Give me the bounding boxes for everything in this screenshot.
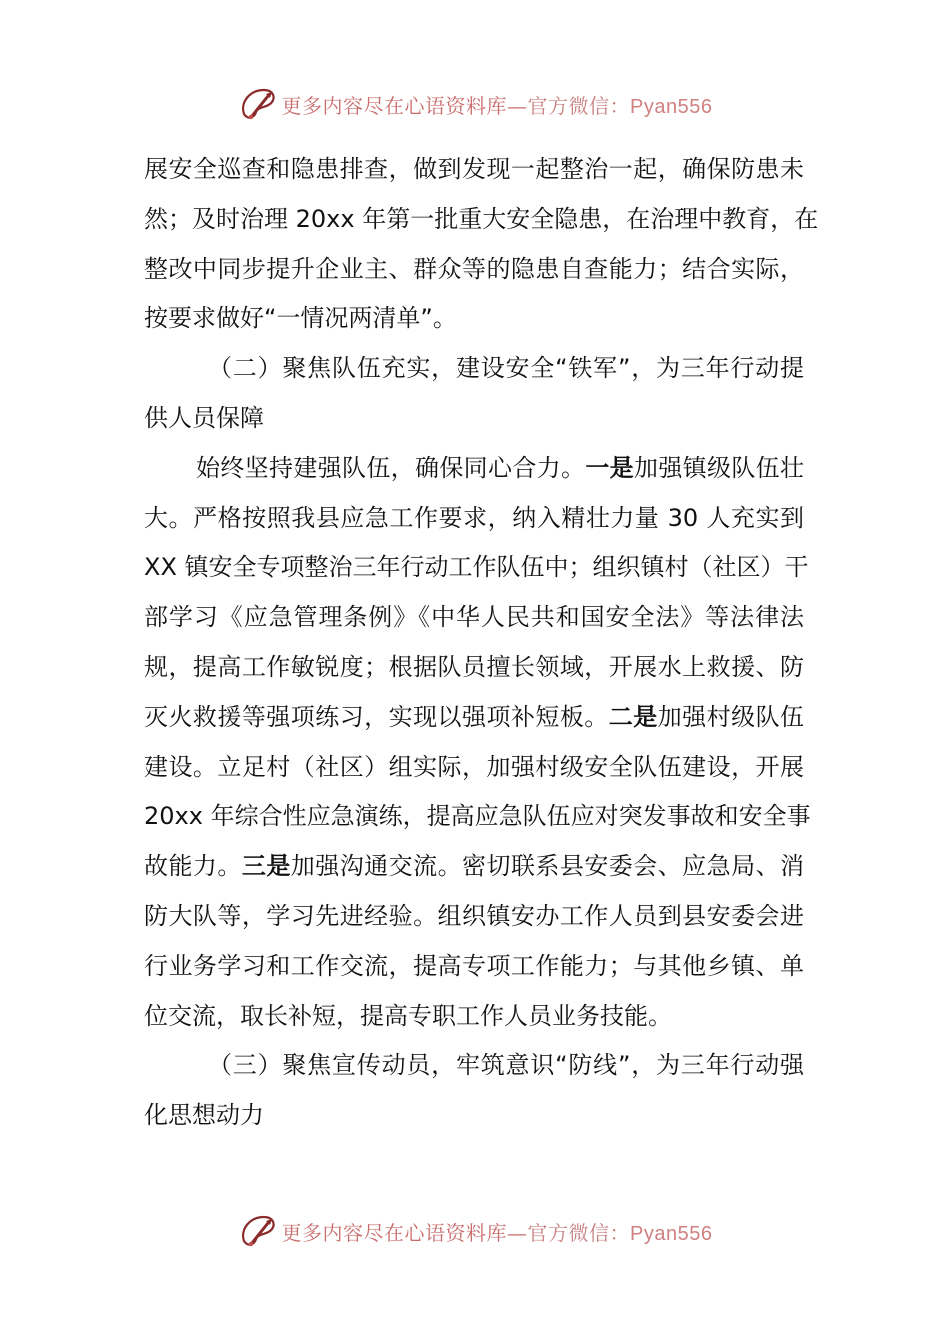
paragraph-line: 部学习《应急管理条例》《中华人民共和国安全法》等法律法 (144, 603, 804, 632)
document-body (144, 145, 819, 1141)
watermark-dash: — (507, 1220, 528, 1245)
watermark-text (282, 90, 713, 119)
paragraph-line: 然；及时治理 20xx 年第一批重大安全隐患，在治理中教育，在 (144, 204, 819, 233)
pen-nib-icon (238, 1211, 278, 1251)
header-watermark (0, 80, 950, 128)
emphasis-third: 三是 (241, 852, 291, 881)
paragraph-line: 建设。立足村（社区）组实际，加强村级安全队伍建设，开展 (144, 752, 804, 781)
watermark-handle: Pyan556 (630, 95, 713, 118)
paragraph-line: 位交流，取长补短，提高专职工作人员业务技能。 (144, 1001, 672, 1030)
pen-nib-icon (238, 84, 278, 124)
watermark-text (282, 1217, 713, 1246)
paragraph-line: 行业务学习和工作交流，提高专项工作能力；与其他乡镇、单 (144, 951, 804, 980)
section-heading-3: （三）聚焦宣传动员，牢筑意识“防线”，为三年行动强 (208, 1051, 804, 1080)
paragraph-line: 按要求做好“一情况两清单”。 (144, 304, 457, 333)
paragraph-line (144, 842, 804, 892)
paragraph-line: 整改中同步提升企业主、群众等的隐患自查能力；结合实际， (144, 254, 804, 283)
paragraph-line: 规，提高工作敏锐度；根据队员擅长领域，开展水上救援、防 (144, 652, 804, 681)
footer-watermark (0, 1207, 950, 1255)
paragraph-line (144, 693, 804, 743)
text-span: 加强镇级队伍壮 (634, 453, 805, 482)
watermark-site: 更多内容尽在心语资料库 (281, 1220, 508, 1245)
paragraph-line: 展安全巡查和隐患排查，做到发现一起整治一起，确保防患未 (144, 155, 804, 183)
watermark-handle: Pyan556 (630, 1222, 713, 1245)
watermark-wechat-label: 官方微信： (527, 1220, 631, 1245)
text-span: 加强村级队伍 (657, 702, 805, 731)
text-span: 始终坚持建强队伍，确保同心合力。 (196, 453, 586, 482)
paragraph-line: 防大队等，学习先进经验。组织镇安办工作人员到县安委会进 (144, 901, 804, 930)
paragraph-line: 大。严格按照我县应急工作要求，纳入精壮力量 30 人充实到 (144, 503, 804, 532)
emphasis-first: 一是 (585, 453, 635, 482)
watermark-wechat-label: 官方微信： (527, 93, 631, 118)
paragraph-line: 20xx 年综合性应急演练，提高应急队伍应对突发事故和安全事 (144, 802, 811, 831)
text-span: 故能力。 (144, 852, 242, 881)
text-span: 加强沟通交流。密切联系县安委会、应急局、消 (290, 852, 805, 881)
section-heading-2-cont: 供人员保障 (144, 403, 264, 432)
paragraph-line: XX 镇安全专项整治三年行动工作队伍中；组织镇村（社区）干 (144, 553, 809, 582)
section-heading-2: （二）聚焦队伍充实，建设安全“铁军”，为三年行动提 (208, 354, 804, 383)
text-span: 灭火救援等强项练习，实现以强项补短板。 (144, 702, 609, 731)
emphasis-second: 二是 (608, 702, 658, 731)
paragraph-line (144, 444, 804, 494)
watermark-site: 更多内容尽在心语资料库 (281, 93, 508, 118)
watermark-dash: — (507, 93, 528, 118)
section-heading-3-cont: 化思想动力 (144, 1101, 264, 1130)
